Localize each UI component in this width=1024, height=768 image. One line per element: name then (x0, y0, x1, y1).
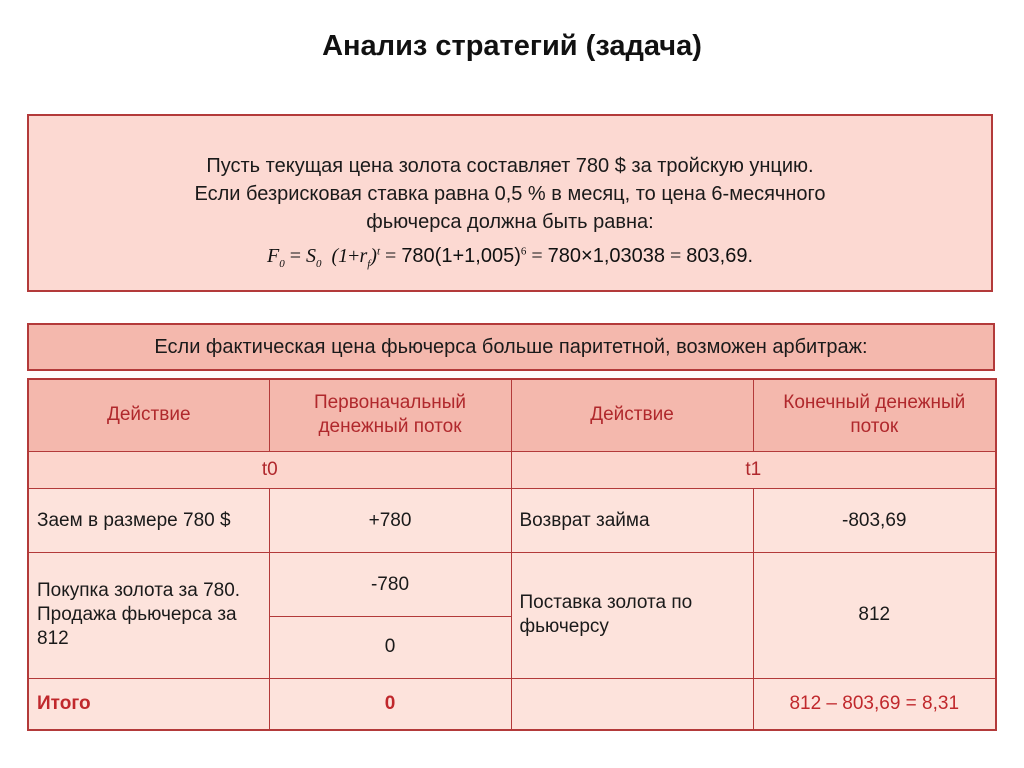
problem-line-2: Если безрисковая ставка равна 0,5 % в месяц, то цена 6-месячного (194, 183, 826, 205)
loan-flow-cell: +780 (269, 488, 511, 553)
total-row (28, 678, 996, 730)
formula-s: S (305, 245, 316, 267)
formula-eq-2: = (385, 245, 397, 267)
total-label-cell: Итого (28, 678, 269, 730)
delivery-action-cell: Поставка золота по фьючерсу (511, 553, 753, 678)
time-t1: t1 (511, 451, 996, 488)
repay-flow-cell: -803,69 (753, 488, 996, 553)
header-action-2: Действие (511, 379, 753, 451)
formula-f-sub: 0 (279, 258, 285, 270)
formula-mid-2: 780×1,03038 (547, 245, 665, 267)
delivery-flow-cell: 812 (753, 553, 996, 678)
problem-line-1: Пусть текущая цена золота составляет 780 $ за тройскую унцию. (206, 155, 814, 177)
formula-s-sub: 0 (315, 258, 322, 270)
arbitrage-condition: Если фактическая цена фьючерса больше паритетной, возможен арбитраж: (27, 323, 995, 371)
strategy-table (27, 378, 997, 731)
table-header-row (28, 379, 996, 451)
sell-flow-cell: 0 (269, 617, 511, 679)
formula-six-sup: 6 (520, 245, 527, 258)
problem-statement-box (27, 114, 993, 292)
table-row (28, 553, 996, 617)
buy-sell-action-cell (28, 553, 269, 678)
formula-t-sup: t (376, 245, 381, 258)
formula-r-sub: f (367, 258, 371, 270)
problem-line-3: фьючерса должна быть равна: (366, 211, 654, 233)
header-initial-flow: Первоначальный денежный поток (269, 379, 511, 451)
formula-result: 803,69. (686, 245, 753, 267)
table-row (28, 488, 996, 553)
formula-f: F (266, 245, 280, 267)
buy-flow-cell: -780 (269, 553, 511, 617)
formula-r: r (359, 245, 368, 267)
total-empty-cell (511, 678, 753, 730)
header-action-1: Действие (28, 379, 269, 451)
time-t0: t0 (28, 451, 511, 488)
formula-close: ) (370, 245, 377, 267)
formula-eq-1: = (289, 245, 301, 267)
loan-action-cell: Заем в размере 780 $ (28, 488, 269, 553)
header-final-flow: Конечный денежный поток (753, 379, 996, 451)
problem-statement-text (29, 116, 991, 236)
formula-mid-1: 780(1+1,005) (401, 245, 521, 267)
repay-action-cell: Возврат займа (511, 488, 753, 553)
time-row (28, 451, 996, 488)
formula-eq-4: = (669, 245, 682, 267)
futures-price-formula (29, 245, 991, 270)
sell-futures-text: Продажа фьючерса за 812 (37, 604, 237, 650)
buy-gold-text: Покупка золота за 780. (37, 580, 241, 602)
formula-plus: + (348, 245, 360, 267)
formula-open: (1 (331, 245, 349, 267)
page-title: Анализ стратегий (задача) (322, 30, 702, 62)
total-final-cell: 812 – 803,69 = 8,31 (753, 678, 996, 730)
formula-eq-3: = (531, 245, 543, 267)
total-initial-cell: 0 (269, 678, 511, 730)
